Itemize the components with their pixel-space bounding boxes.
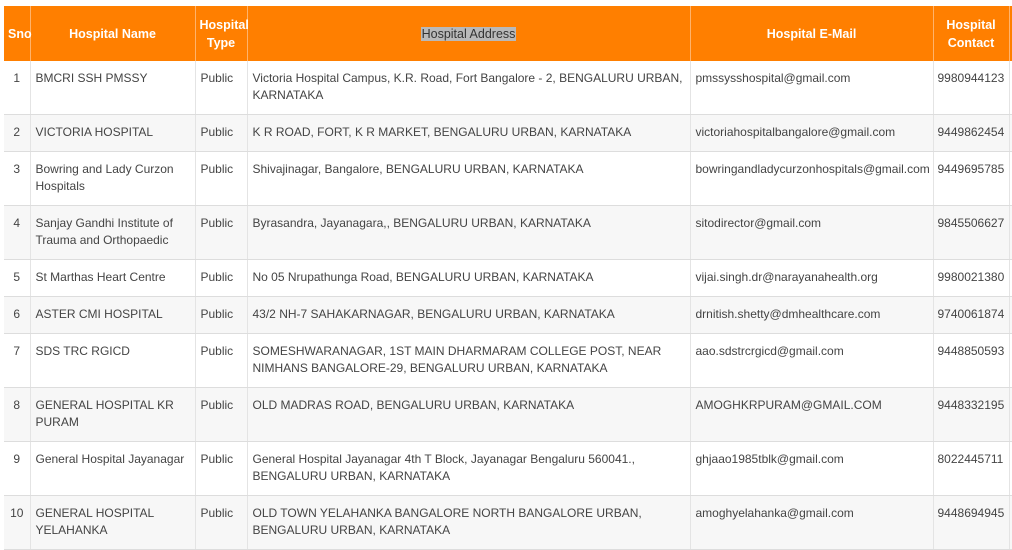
cell-sno: 3	[4, 152, 30, 206]
cell-hospital-email: victoriahospitalbangalore@gmail.com	[690, 115, 933, 152]
selected-header-text[interactable]: Hospital Address	[421, 26, 516, 41]
cell-hospital-name: SDS TRC RGICD	[30, 334, 195, 388]
cell-hospital-type: Public	[195, 388, 247, 442]
cell-hospital-address: Byrasandra, Jayanagara,, BENGALURU URBAN, KARNATAKA	[247, 206, 690, 260]
cell-hospital-name: General Hospital Jayanagar	[30, 442, 195, 496]
table-row	[4, 61, 1012, 115]
column-header-hospital-contact[interactable]: Hospital Contact	[933, 6, 1009, 61]
table-header-row	[4, 6, 1012, 61]
cell-hospital-contact: 9740061874	[933, 297, 1009, 334]
cell-hospital-name: GENERAL HOSPITAL YELAHANKA	[30, 496, 195, 550]
cell-hospital-type: Public	[195, 61, 247, 115]
column-header-hospital-type[interactable]: Hospital Type	[195, 6, 247, 61]
cell-hospital-contact: 9980944123	[933, 61, 1009, 115]
cell-sno: 5	[4, 260, 30, 297]
cell-hospital-type: Public	[195, 206, 247, 260]
column-header-hospital-name[interactable]: Hospital Name	[30, 6, 195, 61]
cell-sno: 1	[4, 61, 30, 115]
cell-hospital-email: AMOGHKRPURAM@GMAIL.COM	[690, 388, 933, 442]
cell-hospital-address: OLD TOWN YELAHANKA BANGALORE NORTH BANGALORE URBAN, BENGALURU URBAN, KARNATAKA	[247, 496, 690, 550]
cell-hospital-name: Sanjay Gandhi Institute of Trauma and Orthopaedic	[30, 206, 195, 260]
cell-hospital-name: St Marthas Heart Centre	[30, 260, 195, 297]
cell-hospital-address: 43/2 NH-7 SAHAKARNAGAR, BENGALURU URBAN, KARNATAKA	[247, 297, 690, 334]
cell-hospital-email: ghjaao1985tblk@gmail.com	[690, 442, 933, 496]
cell-hospital-type: Public	[195, 297, 247, 334]
cell-hospital-address: Shivajinagar, Bangalore, BENGALURU URBAN, KARNATAKA	[247, 152, 690, 206]
cell-hospital-address: No 05 Nrupathunga Road, BENGALURU URBAN, KARNATAKA	[247, 260, 690, 297]
cell-hospital-email: pmssysshospital@gmail.com	[690, 61, 933, 115]
cell-hospital-address: OLD MADRAS ROAD, BENGALURU URBAN, KARNATAKA	[247, 388, 690, 442]
hospital-table	[4, 6, 1012, 550]
cell-hospital-email: sitodirector@gmail.com	[690, 206, 933, 260]
cell-hospital-email: vijai.singh.dr@narayanahealth.org	[690, 260, 933, 297]
cell-hospital-contact: 9449862454	[933, 115, 1009, 152]
table-row	[4, 334, 1012, 388]
cell-hospital-name: Bowring and Lady Curzon Hospitals	[30, 152, 195, 206]
cell-hospital-email: amoghyelahanka@gmail.com	[690, 496, 933, 550]
cell-hospital-type: Public	[195, 442, 247, 496]
cell-hospital-name: BMCRI SSH PMSSY	[30, 61, 195, 115]
table-row	[4, 206, 1012, 260]
cell-hospital-type: Public	[195, 334, 247, 388]
column-header-hospital-email[interactable]: Hospital E-Mail	[690, 6, 933, 61]
cell-hospital-name: ASTER CMI HOSPITAL	[30, 297, 195, 334]
cell-sno: 2	[4, 115, 30, 152]
cell-hospital-contact: 9449695785	[933, 152, 1009, 206]
cell-sno: 10	[4, 496, 30, 550]
cell-sno: 4	[4, 206, 30, 260]
cell-hospital-contact: 9845506627	[933, 206, 1009, 260]
cell-hospital-contact: 8022445711	[933, 442, 1009, 496]
cell-hospital-contact: 9980021380	[933, 260, 1009, 297]
cell-hospital-type: Public	[195, 152, 247, 206]
cell-hospital-address: K R ROAD, FORT, K R MARKET, BENGALURU URBAN, KARNATAKA	[247, 115, 690, 152]
cell-hospital-email: drnitish.shetty@dmhealthcare.com	[690, 297, 933, 334]
table-row	[4, 388, 1012, 442]
table-row	[4, 260, 1012, 297]
cell-hospital-contact: 9448332195	[933, 388, 1009, 442]
cell-sno: 6	[4, 297, 30, 334]
cell-hospital-address: SOMESHWARANAGAR, 1ST MAIN DHARMARAM COLLEGE POST, NEAR NIMHANS BANGALORE-29, BENGALURU URBAN, KARNATAKA	[247, 334, 690, 388]
table-row	[4, 152, 1012, 206]
cell-hospital-address: General Hospital Jayanagar 4th T Block, Jayanagar Bengaluru 560041., BENGALURU URBAN, KARNATAKA	[247, 442, 690, 496]
table-row	[4, 297, 1012, 334]
cell-sno: 9	[4, 442, 30, 496]
column-header-hospital-address[interactable]	[247, 6, 690, 61]
table-row	[4, 115, 1012, 152]
hospital-table-container	[4, 6, 1012, 550]
cell-hospital-email: aao.sdstrcrgicd@gmail.com	[690, 334, 933, 388]
cell-hospital-contact: 9448850593	[933, 334, 1009, 388]
cell-hospital-type: Public	[195, 496, 247, 550]
table-row	[4, 442, 1012, 496]
column-header-sno[interactable]: Sno	[4, 6, 30, 61]
cell-hospital-name: GENERAL HOSPITAL KR PURAM	[30, 388, 195, 442]
cell-hospital-type: Public	[195, 115, 247, 152]
table-row	[4, 496, 1012, 550]
cell-hospital-email: bowringandladycurzonhospitals@gmail.com	[690, 152, 933, 206]
cell-hospital-contact: 9448694945	[933, 496, 1009, 550]
cell-hospital-address: Victoria Hospital Campus, K.R. Road, Fort Bangalore - 2, BENGALURU URBAN, KARNATAKA	[247, 61, 690, 115]
cell-sno: 7	[4, 334, 30, 388]
cell-sno: 8	[4, 388, 30, 442]
cell-hospital-name: VICTORIA HOSPITAL	[30, 115, 195, 152]
cell-hospital-type: Public	[195, 260, 247, 297]
